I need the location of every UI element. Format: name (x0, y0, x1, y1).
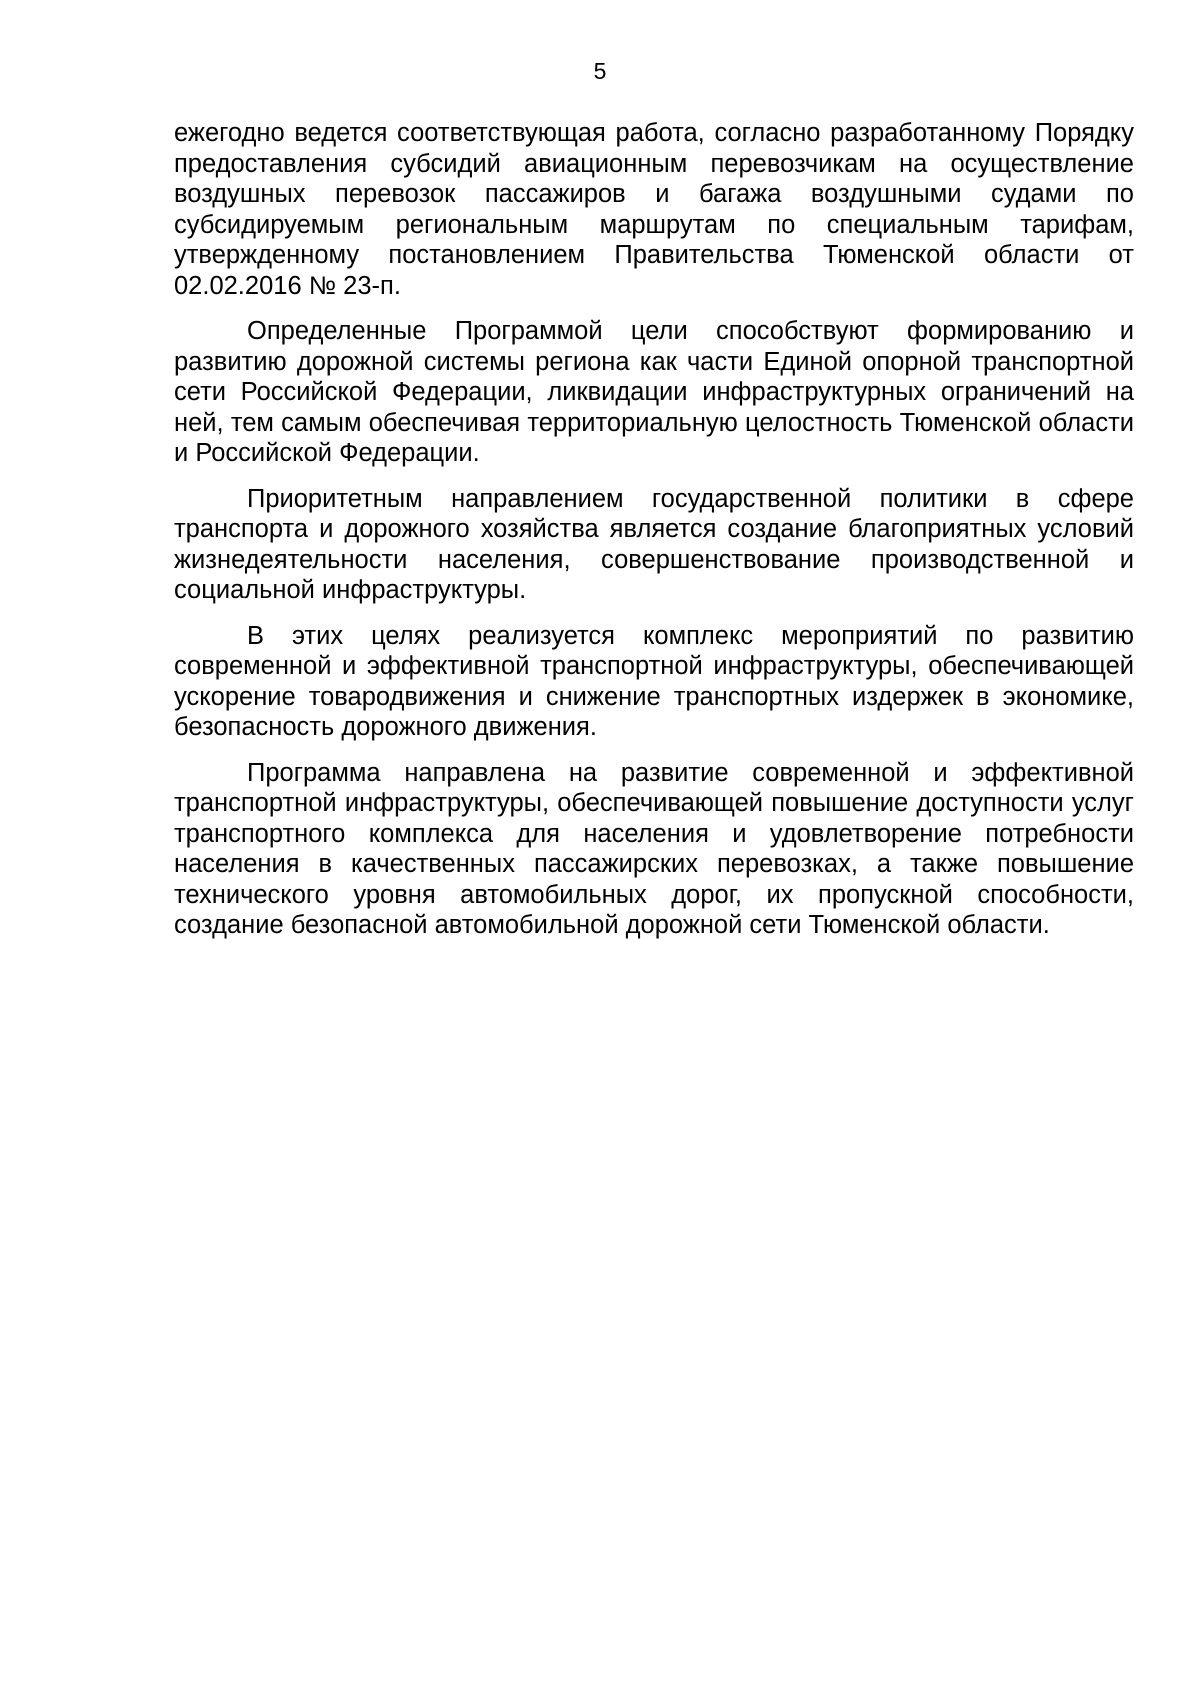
page-number: 5 (593, 58, 607, 84)
paragraph-priority-direction: Приоритетным направлением государственной политики в сфере транспорта и дорожного хозяйства является создание благоприятных условий жизнедеятельности населения, совершенствование производственной и социальной инфраструктуры. (174, 484, 1134, 604)
paragraph-continuation: ежегодно ведется соответствующая работа, согласно разработанному Порядку предоставления субсидий авиационным перевозчикам на осуществление воздушных перевозок пассажиров и багажа воздушными судами по субсидируемым региональным маршрутам по специальным тарифам, утвержденному постановлением Правительства Тюменской области от 02.02.2016 № 23-п. (174, 119, 1134, 300)
paragraph-program-aim: Программа направлена на развитие современной и эффективной транспортной инфраструктуры, обеспечивающей повышение доступности услуг транспортного комплекса для населения и удовлетворение потребности населения в качественных пассажирских перевозках, а также повышение технического уровня автомобильных дорог, их пропускной способности, создание безопасной автомобильной дорожной сети Тюменской области. (174, 758, 1134, 939)
paragraph-program-goals: Определенные Программой цели способствуют формированию и развитию дорожной системы региона как части Единой опорной транспортной сети Российской Федерации, ликвидации инфраструктурных ограничений на ней, тем самым обеспечивая территориальную целостность Тюменской области и Российской Федерации. (174, 317, 1134, 467)
document-body (174, 118, 1134, 956)
paragraph-measures-complex: В этих целях реализуется комплекс мероприятий по развитию современной и эффективной транспортной инфраструктуры, обеспечивающей ускорение товародвижения и снижение транспортных издержек в экономике, безопасность дорожного движения. (174, 621, 1134, 741)
